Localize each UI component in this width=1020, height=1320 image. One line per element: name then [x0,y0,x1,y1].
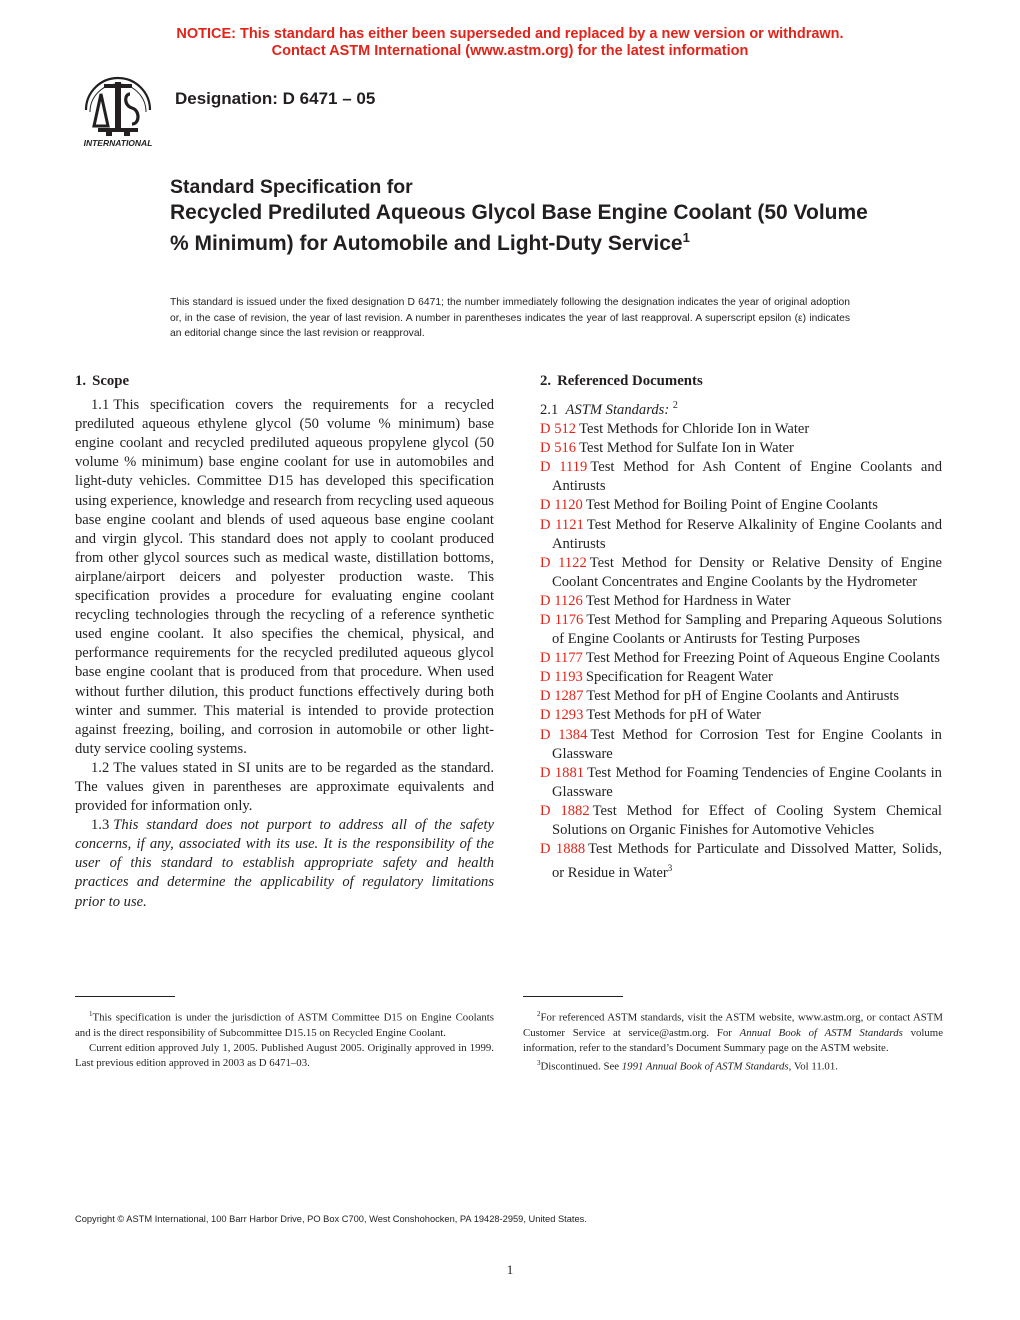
reference-item [540,840,942,883]
reference-code-link[interactable]: D 1882 [540,802,590,819]
astm-standards-intro [540,396,942,420]
left-column [75,372,494,912]
reference-code-link[interactable]: D 1293 [540,707,584,724]
footnote-mark: 3 [667,863,673,874]
footnote-2 [523,1007,943,1056]
reference-title: Test Method for Sampling and Preparing Aqueous Solutions of Engine Coolants or Antirusts for Testing Purposes [552,611,942,648]
footnotes-right [523,1007,943,1074]
footnote-mark: 1 [89,1010,93,1018]
scope-paragraph-3 [75,816,494,911]
reference-code-link[interactable]: D 1120 [540,497,583,514]
reference-title: Test Method for Effect of Cooling System Chemical Solutions on Organic Finishes for Automotive Vehicles [552,802,942,839]
reference-item [540,668,942,687]
scope-paragraph-1 [75,396,494,759]
referenced-documents-list [540,420,942,883]
footnote-1-edition: Current edition approved July 1, 2005. Published August 2005. Originally approved in 1999. Last previous edition approved in 2003 as D 6471–03. [75,1041,494,1069]
reference-code-link[interactable]: D 1287 [540,688,584,705]
paragraph-number: 2.1 [540,401,559,418]
footnote-text: , Vol 11.01. [788,1060,838,1073]
reference-title: Test Method for Freezing Point of Aqueous Engine Coolants [585,650,940,667]
issued-note: This standard is issued under the fixed designation D 6471; the number immediately following the designation indicates the year of original adoption or, in the case of revision, the year of last revision. A number in parentheses indicates the year of last reapproval. A superscript epsilon (ε) indicates an editorial change since the last revision or reapproval. [170,297,850,339]
reference-title: Test Method for Foaming Tendencies of Engine Coolants in Glassware [552,764,942,800]
right-column [540,372,942,883]
reference-title: Test Method for pH of Engine Coolants and Antirusts [586,688,900,705]
reference-code-link[interactable]: D 1122 [540,554,587,571]
reference-item [540,802,942,840]
scope-paragraph-2 [75,759,494,816]
title-footnote-mark: 1 [682,230,690,245]
reference-title: Test Method for Density or Relative Density of Engine Coolant Concentrates and Engine Coolants by the Hydrometer [552,554,942,590]
reference-item [540,687,942,706]
reference-item [540,764,942,802]
page-number: 1 [506,1262,514,1277]
paragraph-text: This standard does not purport to address all of the safety concerns, if any, associated with its use. It is the responsibility of the user of this standard to establish appropriate safety and health practices and determine the applicability of regulatory limitations prior to use. [75,817,494,910]
reference-code-link[interactable]: D 512 [540,421,577,438]
reference-item [540,706,942,725]
notice-line-2: Contact ASTM International (www.astm.org) for the latest information [271,43,749,59]
reference-item [540,611,942,649]
reference-item [540,516,942,554]
title-lead: Standard Specification for [170,176,413,198]
section-title: Scope [92,373,130,389]
paragraph-number: 1.3 [91,817,110,834]
reference-title: Test Method for Sulfate Ion in Water [579,440,794,457]
footnote-3 [523,1056,943,1075]
reference-code-link[interactable]: D 1126 [540,592,583,609]
paragraph-text: This specification covers the requirements for a recycled prediluted aqueous ethylene glycol (50 volume % minimum) base engine coolant and recycled prediluted aqueous propylene glycol (50 volume % minimum) base engine coolant for use in automobiles and light-duty vehicles. Committee D15 has developed this specification using experience, knowledge and research from recycling used aqueous base engine coolant and blends of used aqueous base engine coolant and virgin glycol. This standard does not apply to coolant produced from other glycol sources such as medical waste, distillation bottoms, airplane/airport deicers and polyester production waste. This specification provides a procedure for evaluating engine coolant recycling technologies through the recycling of a reference synthetic used engine coolant. It also specifies the chemical, physical, and performance requirements for the recycled prediluted aqueous glycol base engine coolant that is produced from that procedure. When used without further dilution, this product functions effectively during both winter and summer. This material is intended to provide protection against freezing, boiling, and corrosion in automobile or other light-duty service cooling systems. [75,397,494,757]
reference-item [540,496,942,515]
footnote-text: Discontinued. See [540,1060,622,1073]
reference-title: Test Methods for pH of Water [586,707,762,724]
reference-title: Test Method for Reserve Alkalinity of Engine Coolants and Antirusts [552,516,942,552]
astm-standards-label: ASTM Standards: [565,401,670,418]
reference-item [540,592,942,611]
reference-title: Test Method for Ash Content of Engine Coolants and Antirusts [552,459,942,495]
reference-item [540,439,942,458]
reference-title: Specification for Reagent Water [585,669,773,686]
footnote-divider-left [75,996,175,997]
reference-title: Test Method for Corrosion Test for Engine Coolants in Glassware [552,726,942,762]
paragraph-number: 1.2 [91,759,110,776]
footnote-text: volume information, refer to the standard’s Document Summary page on the ASTM website. [523,1026,943,1054]
reference-code-link[interactable]: D 1121 [540,516,584,533]
reference-item [540,554,942,592]
section-references-heading [540,372,942,391]
title-main [170,200,870,256]
reference-code-link[interactable]: D 1384 [540,726,588,743]
paragraph-text: The values stated in SI units are to be regarded as the standard. The values given in parentheses are approximate equivalents and provided for information only. [75,759,494,815]
paragraph-number: 1.1 [91,397,110,414]
reference-code-link[interactable]: D 1193 [540,669,583,686]
footnote-text: For referenced ASTM standards, visit the ASTM website, www.astm.org, or contact ASTM Customer Service at service@astm.org. For [523,1011,943,1039]
reference-title: Test Method for Boiling Point of Engine Coolants [585,497,878,514]
reference-code-link[interactable]: D 1177 [540,650,583,667]
section-scope-heading [75,372,494,391]
footnote-book-title: Annual Book of ASTM Standards [739,1026,903,1039]
copyright-line: Copyright © ASTM International, 100 Barr Harbor Drive, PO Box C700, West Conshohocken, PA 19428-2959, United States. [75,1214,587,1224]
footnote-1 [75,1007,494,1041]
reference-code-link[interactable]: D 1888 [540,841,586,858]
reference-code-link[interactable]: D 1881 [540,764,585,781]
withdrawal-notice [0,26,1020,60]
reference-item [540,649,942,668]
designation: Designation: D 6471 – 05 [175,89,376,108]
logo-text: INTERNATIONAL [83,138,153,148]
reference-code-link[interactable]: D 1176 [540,611,584,628]
footnote-mark: 2 [672,400,678,412]
reference-code-link[interactable]: D 1119 [540,459,588,476]
astm-logo-icon [78,72,158,152]
footnote-text: This specification is under the jurisdiction of ASTM Committee D15 on Engine Coolants and is the direct responsibility of Subcommittee D15.15 on Recycled Engine Coolant. [75,1011,494,1039]
reference-code-link[interactable]: D 516 [540,440,577,457]
footnote-mark: 3 [537,1058,541,1067]
reference-item [540,726,942,764]
footnote-mark: 2 [537,1010,541,1018]
footnote-book-title: 1991 Annual Book of ASTM Standards [621,1060,789,1073]
section-number: 1. [75,373,87,389]
footnotes-left [75,1007,494,1071]
reference-item [540,420,942,439]
footnote-divider-right [523,996,623,997]
document-title [170,175,870,256]
reference-title: Test Methods for Particulate and Dissolved Matter, Solids, or Residue in Water [552,841,942,882]
reference-item [540,458,942,496]
reference-title: Test Methods for Chloride Ion in Water [579,421,810,438]
section-number: 2. [540,373,552,389]
section-title: Referenced Documents [557,373,703,389]
title-main-text: Recycled Prediluted Aqueous Glycol Base Engine Coolant (50 Volume % Minimum) for Automobile and Light-Duty Service [170,201,868,255]
reference-title: Test Method for Hardness in Water [585,592,791,609]
notice-line-1: NOTICE: This standard has either been superseded and replaced by a new version or withdrawn. [176,26,844,42]
